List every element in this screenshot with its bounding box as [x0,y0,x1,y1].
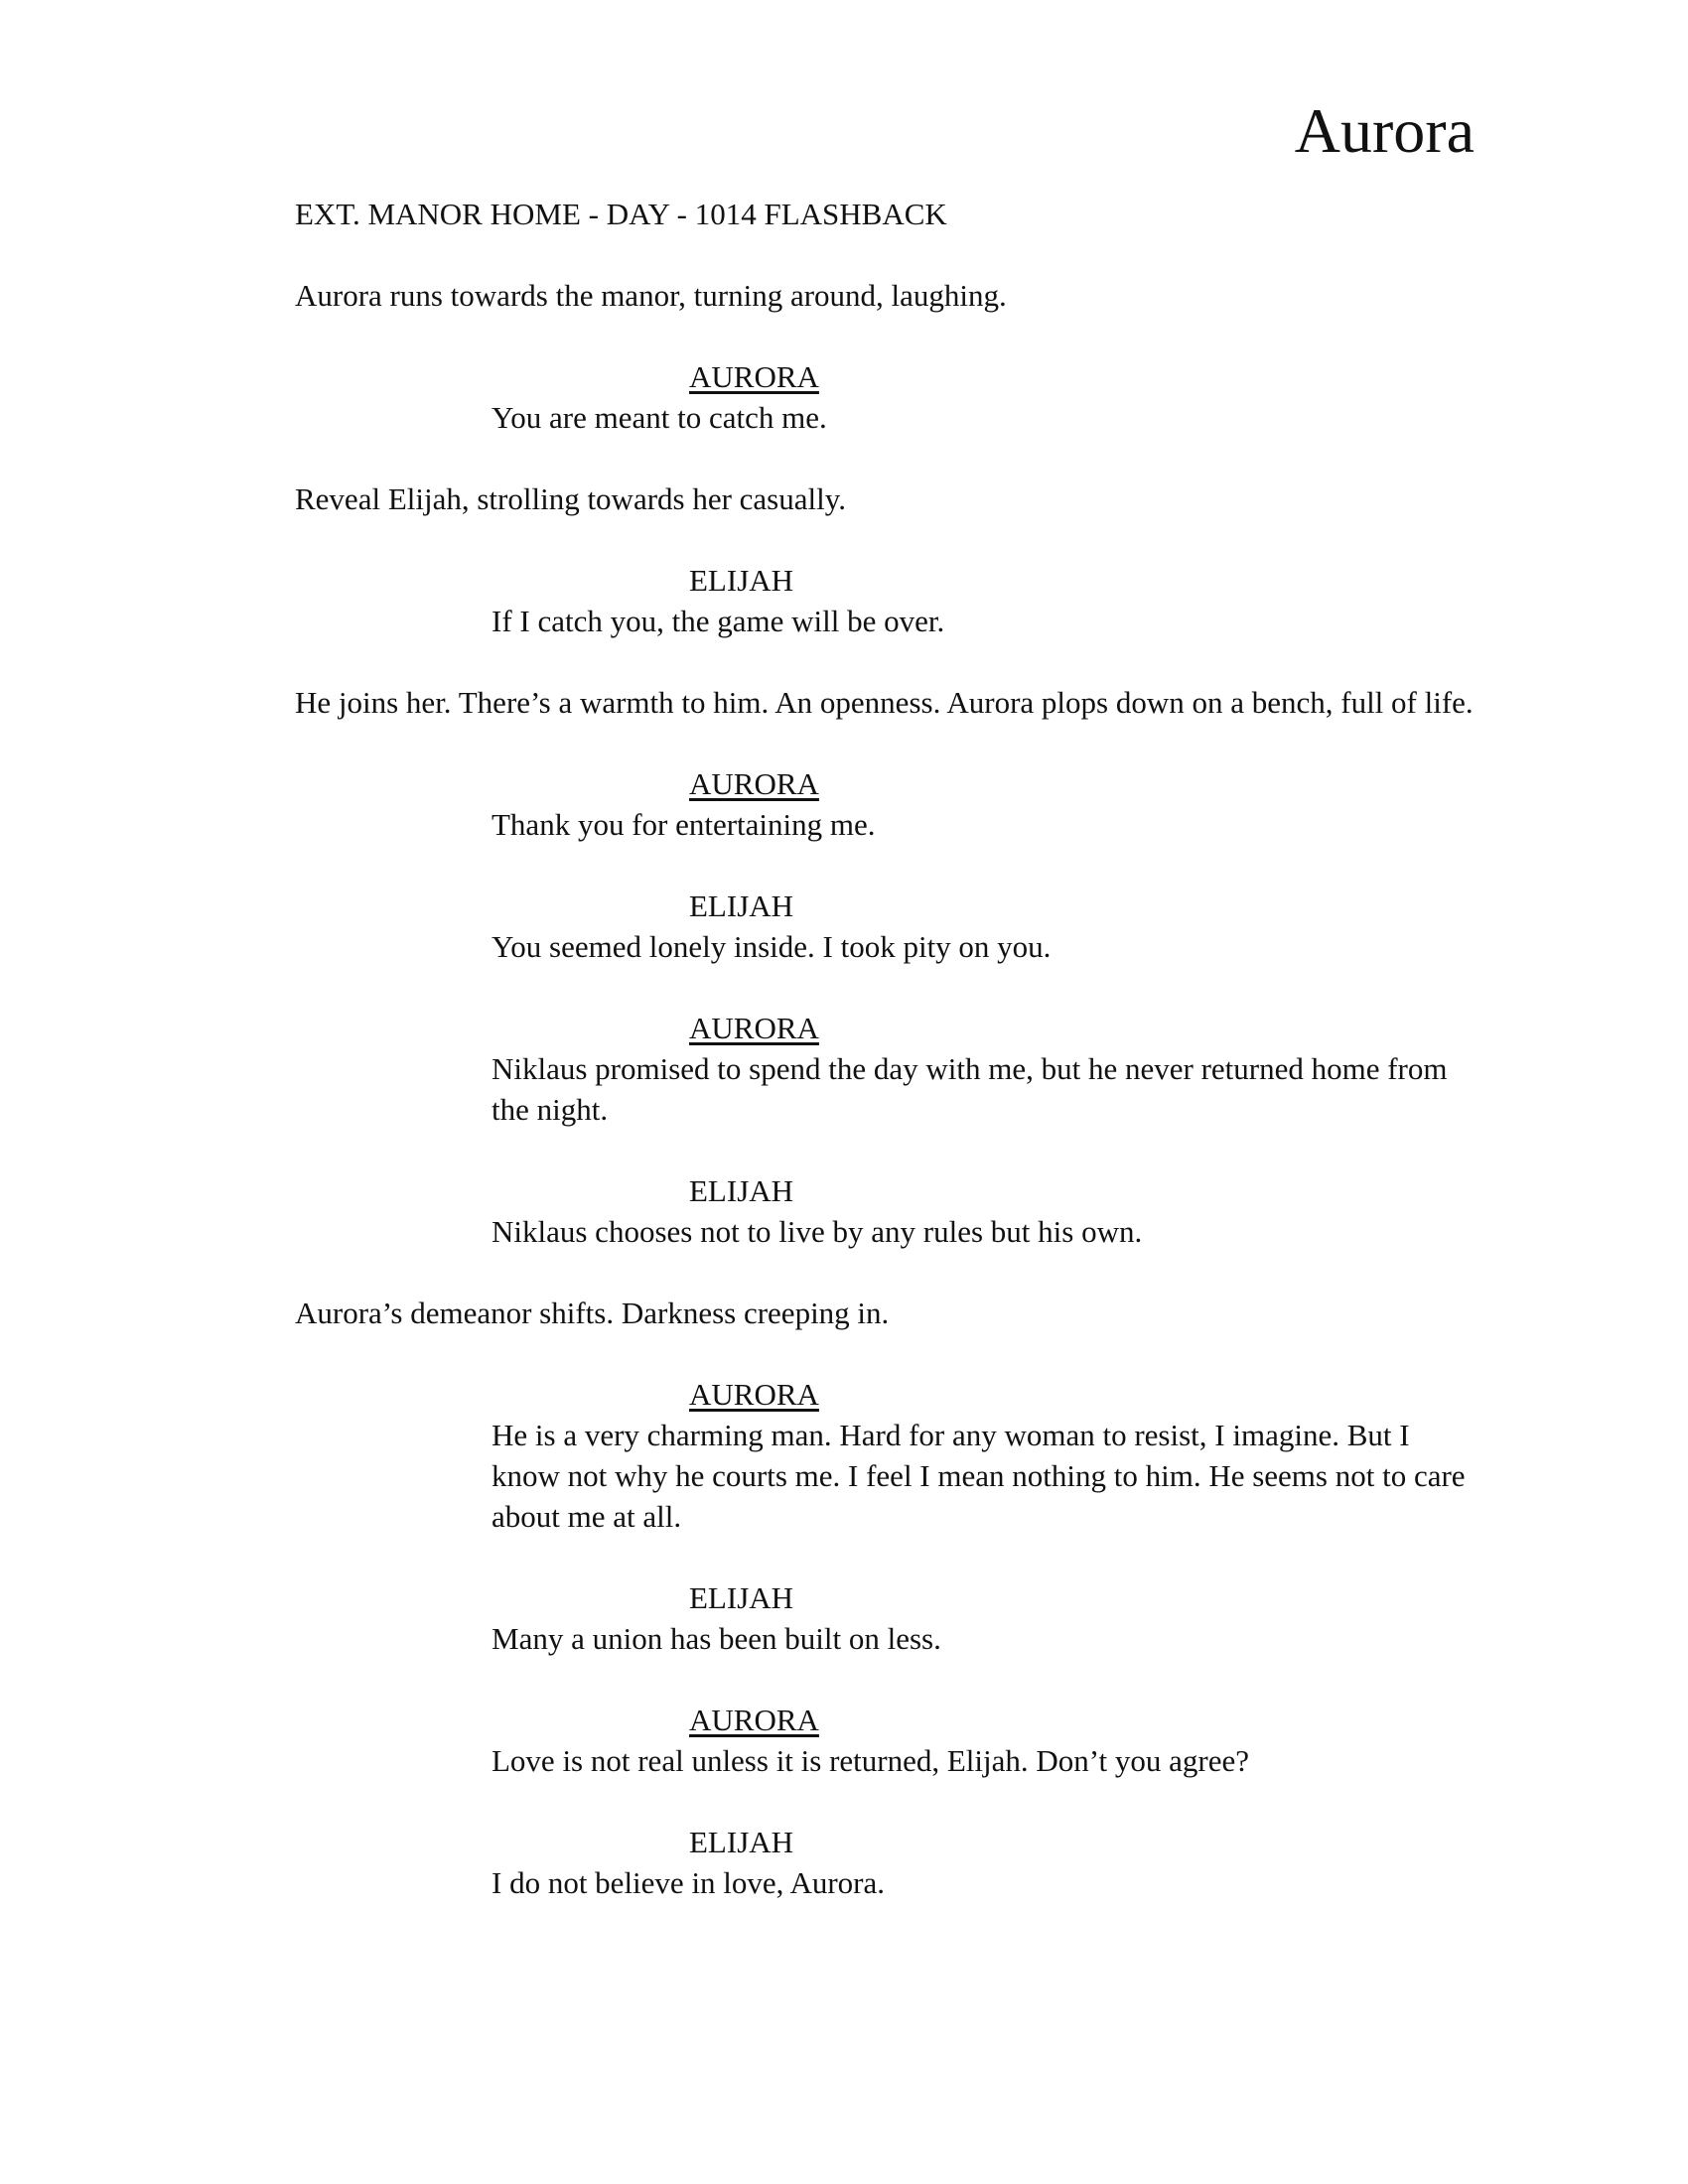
dialogue-block [295,886,1477,967]
character-name: AURORA [689,1011,819,1045]
character-name: AURORA [689,359,819,394]
dialogue-block [295,763,1477,845]
dialogue-line: You seemed lonely inside. I took pity on you. [492,929,1052,964]
action-line: Aurora runs towards the manor, turning around, laughing. [295,278,1007,313]
character-name: ELIJAH [689,1580,794,1615]
dialogue-block [295,1170,1477,1252]
dialogue-line: He is a very charming man. Hard for any woman to resist, I imagine. But I know not why he courts me. I feel I mean nothing to him. He seems not to care about me at all. [492,1418,1466,1534]
dialogue-line: If I catch you, the game will be over. [492,604,945,638]
action-line: He joins her. There’s a warmth to him. An openness. Aurora plops down on a bench, full of life. [295,685,1474,720]
script-body [295,194,1477,1944]
action-line: Reveal Elijah, strolling towards her casually. [295,481,846,516]
character-name: AURORA [689,1703,819,1737]
dialogue-line: Love is not real unless it is returned, Elijah. Don’t you agree? [492,1743,1250,1778]
dialogue-line: Thank you for entertaining me. [492,807,876,842]
dialogue-block [295,1700,1477,1781]
dialogue-line: I do not believe in love, Aurora. [492,1865,886,1900]
character-name: ELIJAH [689,888,794,923]
character-name: ELIJAH [689,1825,794,1859]
character-name: ELIJAH [689,1173,794,1208]
dialogue-line: You are meant to catch me. [492,400,827,435]
dialogue-block [295,1822,1477,1903]
dialogue-line: Niklaus chooses not to live by any rules but his own. [492,1214,1143,1249]
dialogue-block [295,560,1477,641]
dialogue-block [295,356,1477,438]
action-line: Aurora’s demeanor shifts. Darkness creeping in. [295,1296,890,1330]
scene-heading: EXT. MANOR HOME - DAY - 1014 FLASHBACK [295,197,947,231]
dialogue-block [295,1374,1477,1537]
character-name: ELIJAH [689,563,794,598]
character-name: AURORA [689,766,819,801]
dialogue-line: Niklaus promised to spend the day with me, but he never returned home from the night. [492,1051,1448,1127]
page-title: Aurora [1294,95,1475,166]
dialogue-block [295,1008,1477,1130]
character-name: AURORA [689,1377,819,1412]
dialogue-line: Many a union has been built on less. [492,1621,941,1656]
dialogue-block [295,1577,1477,1659]
